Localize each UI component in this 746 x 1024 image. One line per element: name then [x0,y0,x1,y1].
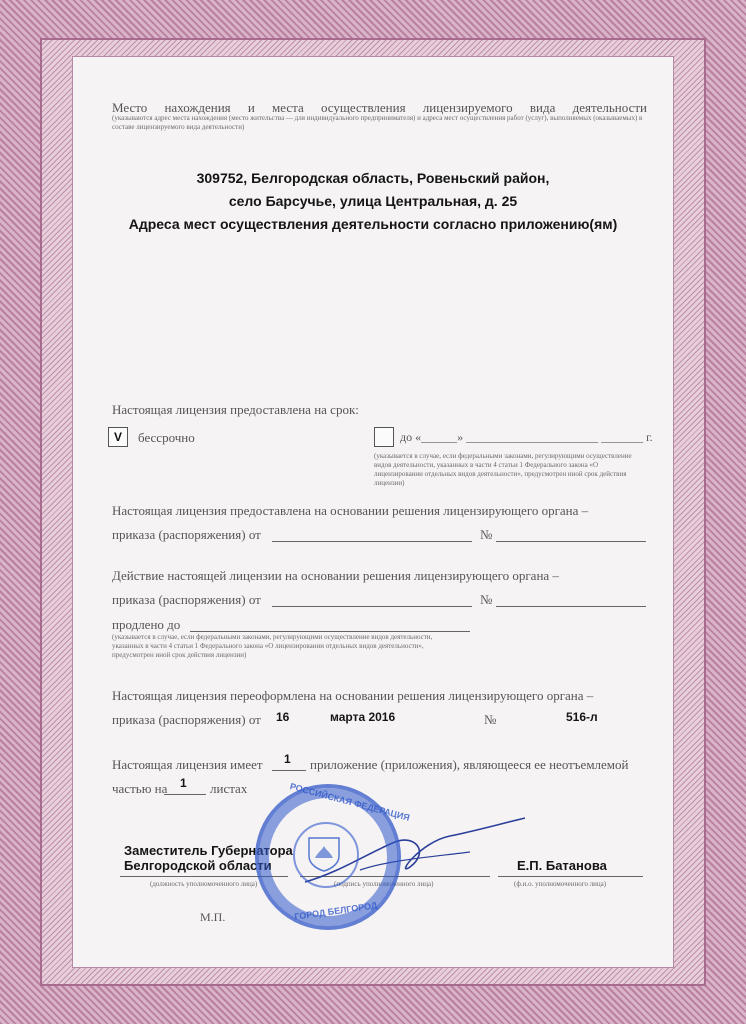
reissue-number: 516-л [566,710,598,724]
extended-line [190,631,470,632]
position-caption: (должность уполномоченного лица) [150,880,258,888]
mp-label: М.П. [200,910,226,924]
basis-number-label: № [480,527,493,542]
appendix-part-label: частью на [112,781,168,796]
address-line-2: село Барсучье, улица Центральная, д. 25 [228,193,518,209]
sign-caption: (подпись уполномоченного лица) [334,880,434,888]
appendix-count-line [272,770,306,771]
indefinite-label: бессрочно [138,430,195,445]
extension-text: Действие настоящей лицензии на основании решения лицензирующего органа – [112,568,559,583]
appendix-text-before: Настоящая лицензия имеет [112,757,263,772]
stamp-bottom-text: ГОРОД БЕЛГОРОД [293,900,378,922]
until-checkbox[interactable] [374,427,394,447]
reissue-number-label: № [484,712,497,727]
basis-order-label: приказа (распоряжения) от [112,527,261,542]
until-label: до «______» ______________________ _______ г. [400,430,653,444]
location-note: (указываются адрес места нахождения (место жительства — для индивидуального предпринимателя) и адреса мест осуществления работ (услуг), выполняемых (оказываемых) в составе лицензируемого вида деятельности) [112,114,643,131]
indefinite-checkbox[interactable]: V [108,427,128,447]
extension-note: (указывается в случае, если федеральными законами, регулирующими осуществление видов деятельности, указанных в части 4 статьи 1 Федерального закона «О лицензировании отдельных видов деятельности», предусмотрен иной срок действия лицензии) [112,633,433,659]
appendix-sheets: 1 [180,776,187,790]
location-heading: Место нахождения и места осуществления лицензируемого вида деятельности [112,100,647,115]
signer-position-1: Заместитель Губернатора [124,843,293,858]
basis-text: Настоящая лицензия предоставлена на основании решения лицензирующего органа – [112,503,589,518]
extension-order-label: приказа (распоряжения) от [112,592,261,607]
appendix-count: 1 [284,752,291,766]
signer-position-2: Белгородской области [124,858,272,873]
reissue-order-label: приказа (распоряжения) от [112,712,261,727]
appendix-sheets-label: листах [210,781,248,796]
until-note: (указывается в случае, если федеральными законами, регулирующими осуществление видов деятельности, указанных в части 4 статьи 1 Федерального закона «О лицензировании отдельных видов деятельности», предусмотрен иной срок действия лицензии) [374,452,632,487]
extended-label: продлено до [112,617,181,632]
name-caption: (ф.и.о. уполномоченного лица) [514,880,607,888]
basis-number-line [496,541,646,542]
reissue-text: Настоящая лицензия переоформлена на основании решения лицензирующего органа – [112,688,594,703]
term-label: Настоящая лицензия предоставлена на срок: [112,402,359,417]
appendix-sheets-line [164,794,206,795]
coat-of-arms-icon [305,834,343,872]
address-line-1: 309752, Белгородская область, Ровеньский район, [196,170,550,186]
address-line-3: Адреса мест осуществления деятельности согласно приложению(ям) [128,216,618,232]
reissue-month-year: марта 2016 [330,710,396,724]
basis-date-line [272,541,472,542]
extension-number-line [496,606,646,607]
stamp-top-text: РОССИЙСКАЯ ФЕДЕРАЦИЯ [288,781,411,823]
appendix-text-after: приложение (приложения), являющееся ее неотъемлемой [310,757,629,772]
extension-date-line [272,606,472,607]
extension-number-label: № [480,592,493,607]
reissue-day: 16 [276,710,290,724]
signer-name: Е.П. Батанова [517,858,607,873]
